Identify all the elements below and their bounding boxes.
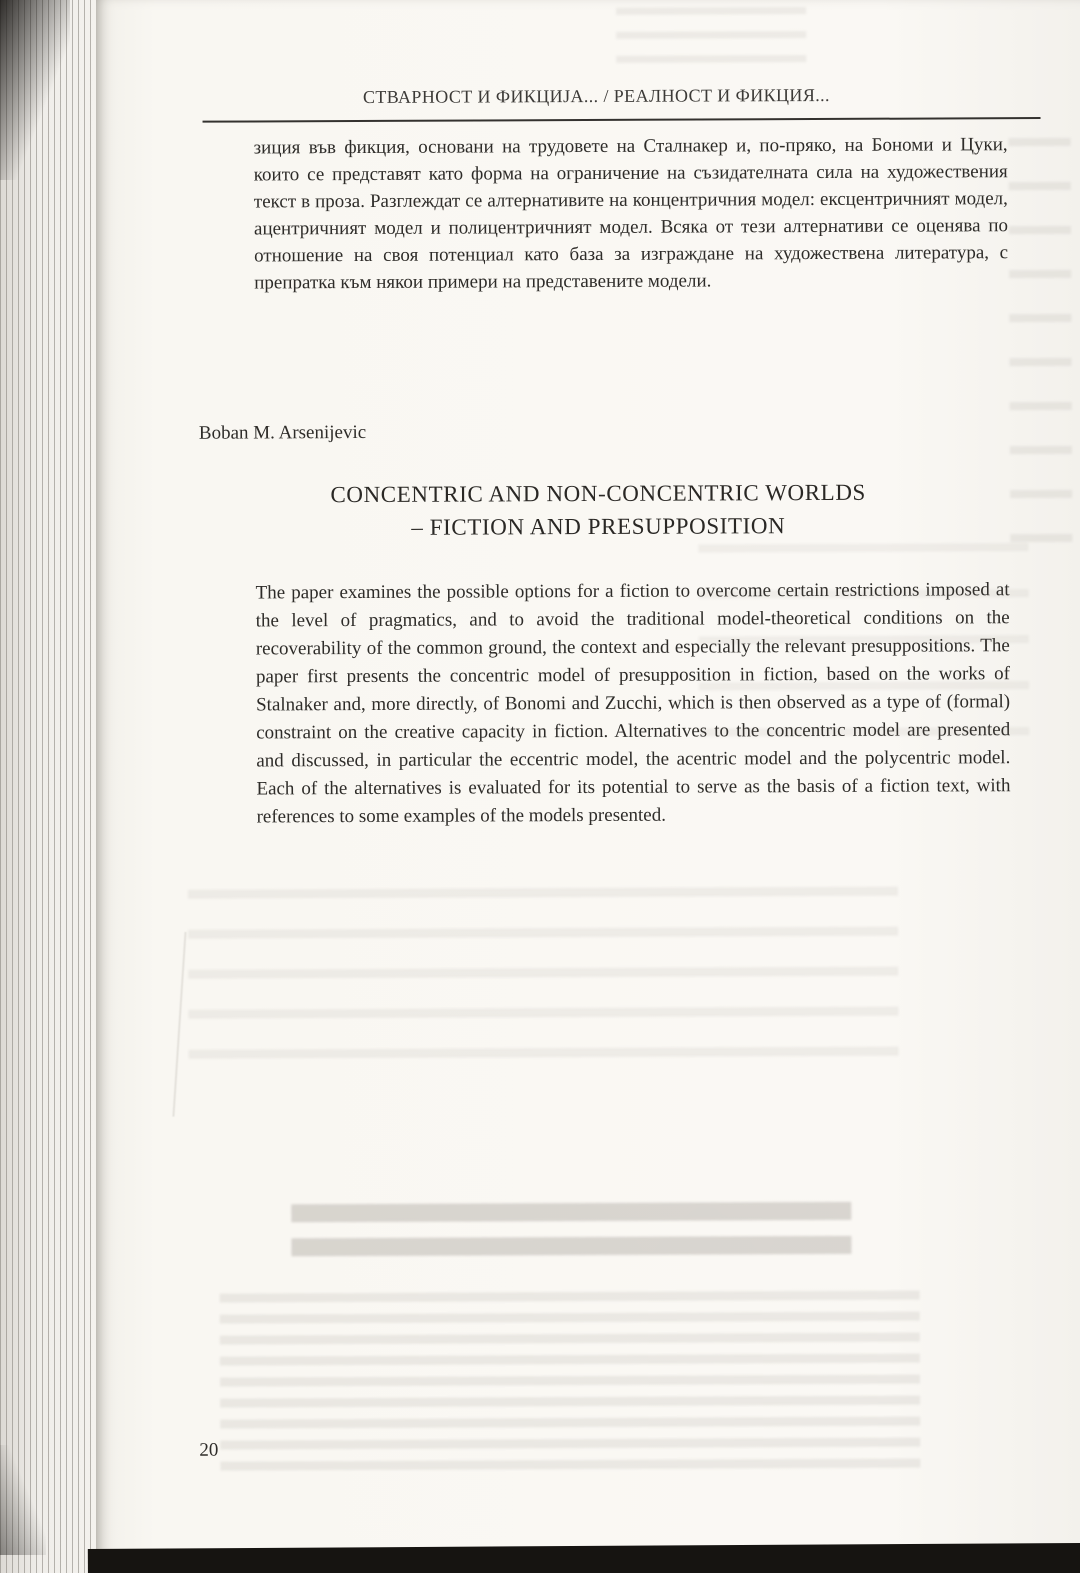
running-header: СТВАРНОСТ И ФИКЦИЈА... / РЕАЛНОСТ И ФИКЦИЯ... — [362, 84, 830, 107]
bleedthrough-paragraph-bottom — [220, 1291, 921, 1474]
scan-shadow-bottom-left — [0, 1445, 46, 1555]
bulgarian-abstract: зиция във фикция, основани на трудовете на Сталнакер и, по-пряко, на Бономи и Цуки, които се представят като форма на ограничение на съзидателната сила на художествения текст в проза. Разглеждат се алтернативите на концентричния модел: ексцентричният модел, ацентричният модел и полицентричният модел. Всяка от тези алтернативи се оценява по отношение на своя потенциал като база за изграждане на художествена литература, с препратка към някои примери на представените модели. — [253, 134, 1009, 294]
bleedthrough-headline — [291, 1202, 851, 1276]
english-abstract: The paper examines the possible options for a fiction to overcome certain restrictions imposed at the level of pragmatics, and to avoid the traditional model-theoretical conditions on the recoverability of the common ground, the context and especially the relevant presuppositions. The paper first presents the concentric model of presupposition in fiction, based on the works of Stalnaker and, more directly, of Bonomi and Zucchi, which is then observed as a type of (formal) constraint on the creative capacity in fiction. Alternatives to the concentric model are presented and discussed, in particular the eccentric model, the acentric model and the polycentric model. Each of the alternatives is evaluated for its potential to serve as the basis of a fiction text, with references to some examples of the models presented. — [255, 579, 1011, 828]
page-content — [96, 0, 1080, 1573]
bleedthrough-text-top — [616, 7, 806, 74]
bleedthrough-text-middle — [188, 887, 899, 1085]
book-page-edges — [0, 0, 100, 1573]
title-line-2: – FICTION AND PRESUPPOSITION — [411, 513, 786, 540]
page — [96, 0, 1080, 1573]
author-name: Boban M. Arsenijevic — [198, 421, 367, 444]
page-number: 20 — [199, 1439, 219, 1461]
header-rule — [203, 117, 1041, 123]
article-title — [98, 475, 1080, 545]
scan-shadow-top-left — [0, 0, 70, 180]
paper-crease — [172, 932, 186, 1117]
scanner-bottom-strip — [88, 1543, 1080, 1573]
title-line-1: CONCENTRIC AND NON-CONCENTRIC WORLDS — [330, 479, 866, 508]
